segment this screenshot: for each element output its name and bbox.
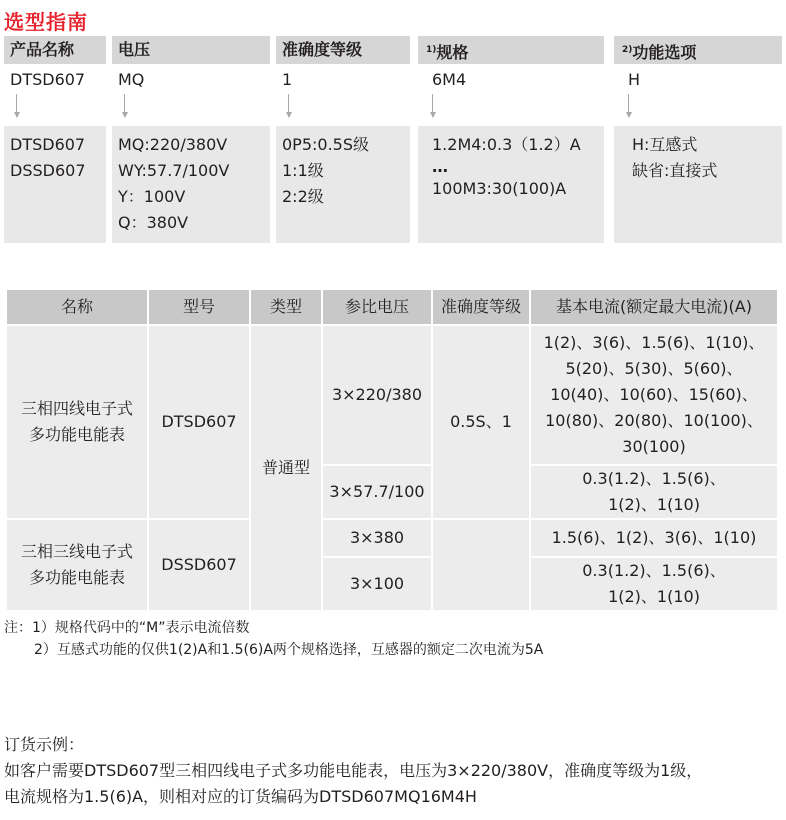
guide-options-spec — [418, 126, 604, 243]
guide-option: Y：100V — [118, 187, 186, 206]
guide-code-accuracy: 1 — [282, 70, 293, 89]
guide-code-spec: 6M4 — [432, 70, 467, 89]
guide-option: WY:57.7/100V — [118, 161, 230, 180]
page-title: 选型指南 — [4, 10, 88, 34]
guide-option: H:互感式 — [632, 135, 698, 154]
table-header-row — [6, 289, 778, 325]
guide-options-product-name — [4, 126, 106, 243]
order-example-line-1: 如客户需要DTSD607型三相四线电子式多功能电能表，电压为3×220/380V，准确度等级为1级， — [4, 761, 703, 780]
order-example-line-2: 电流规格为1.5(6)A，则相对应的订货编码为DTSD607MQ16M4H — [4, 787, 477, 806]
guide-header-spec: $^{1)}$规格 — [418, 36, 604, 64]
order-example-title: 订货示例： — [4, 735, 85, 754]
guide-header-function: $^{2)}$功能选项 — [614, 36, 782, 64]
guide-option: DTSD607 — [10, 135, 86, 154]
header-accuracy: 准确度等级 — [432, 289, 530, 325]
guide-options-accuracy — [276, 126, 410, 243]
guide-arrow-icon — [122, 112, 128, 118]
guide-option: 0P5:0.5S级 — [282, 135, 370, 154]
voltage-cell: 3×380 — [322, 519, 432, 557]
header-type: 类型 — [250, 289, 322, 325]
footnote-2: 2）互感式功能的仅供1(2)A和1.5(6)A两个规格选择，互感器的额定二次电流为5A — [34, 642, 544, 658]
product-name-cell: 三相四线电子式 多功能电能表 — [6, 325, 148, 519]
guide-header-product-name: 产品名称 — [4, 36, 106, 64]
header-name: 名称 — [6, 289, 148, 325]
guide-code-voltage: MQ — [118, 70, 145, 89]
table-row — [6, 325, 778, 465]
guide-arrow-icon — [626, 112, 632, 118]
current-cell: 1.5(6)、1(2)、3(6)、1(10) — [530, 519, 778, 557]
guide-options-function — [614, 126, 782, 243]
guide-option: 缺省:直接式 — [632, 161, 718, 180]
guide-options-voltage — [112, 126, 270, 243]
type-cell: 普通型 — [250, 325, 322, 611]
accuracy-cell: 0.5S、1 — [432, 325, 530, 519]
guide-arrow-icon — [430, 112, 436, 118]
guide-option: Q：380V — [118, 213, 189, 232]
current-cell: 1(2)、3(6)、1.5(6)、1(10)、 5(20)、5(30)、5(60)、 10(40)、10(60)、15(60)、 10(80)、20(80)、10(100)、 30(100) — [530, 325, 778, 465]
header-voltage: 参比电压 — [322, 289, 432, 325]
guide-option: 1.2M4:0.3（1.2）A — [432, 135, 581, 154]
guide-header-accuracy: 准确度等级 — [276, 36, 410, 64]
product-model-cell: DTSD607 — [148, 325, 250, 519]
spec-table — [5, 288, 779, 612]
guide-option: … — [432, 157, 448, 176]
guide-option: 2:2级 — [282, 187, 324, 206]
voltage-cell: 3×100 — [322, 557, 432, 611]
current-cell: 0.3(1.2)、1.5(6)、 1(2)、1(10) — [530, 557, 778, 611]
current-cell: 0.3(1.2)、1.5(6)、 1(2)、1(10) — [530, 465, 778, 519]
header-model: 型号 — [148, 289, 250, 325]
guide-option: MQ:220/380V — [118, 135, 228, 154]
guide-code-function: H — [628, 70, 641, 89]
voltage-cell: 3×57.7/100 — [322, 465, 432, 519]
table-row — [6, 519, 778, 557]
guide-option: 100M3:30(100)A — [432, 179, 567, 198]
guide-arrow-icon — [14, 112, 20, 118]
header-current: 基本电流(额定最大电流)(A) — [530, 289, 778, 325]
guide-option: 1:1级 — [282, 161, 324, 180]
voltage-cell: 3×220/380 — [322, 325, 432, 465]
accuracy-cell-empty — [432, 519, 530, 611]
guide-arrow-icon — [286, 112, 292, 118]
footnote-1: 注：1）规格代码中的“M”表示电流倍数 — [4, 620, 250, 636]
guide-code-product-name: DTSD607 — [10, 70, 86, 89]
product-name-cell: 三相三线电子式 多功能电能表 — [6, 519, 148, 611]
product-model-cell: DSSD607 — [148, 519, 250, 611]
guide-option: DSSD607 — [10, 161, 86, 180]
guide-header-voltage: 电压 — [112, 36, 270, 64]
